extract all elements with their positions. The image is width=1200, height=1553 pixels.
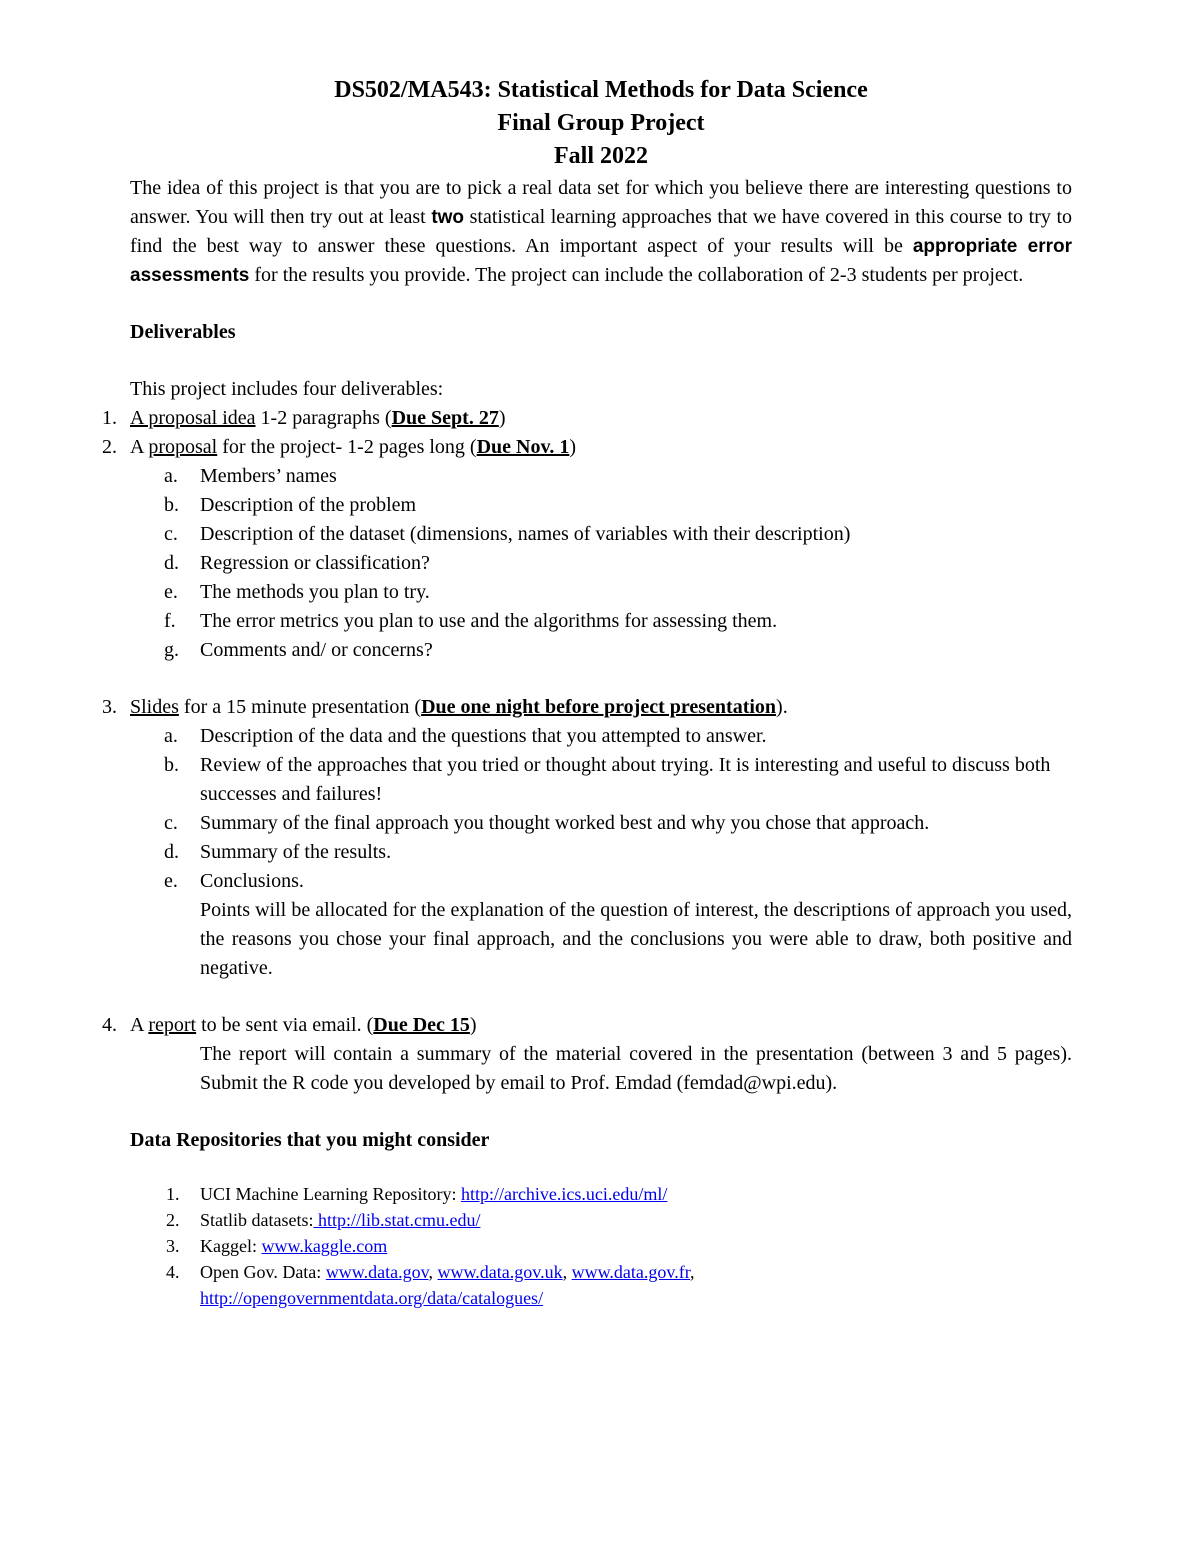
sub-text: Description of the data and the questions that you attempted to answer.	[200, 725, 767, 747]
course-title: DS502/MA543: Statistical Methods for Data Science	[334, 77, 868, 103]
report-link: report	[148, 1014, 197, 1036]
item-close: )	[498, 407, 506, 429]
sub-letter: b.	[164, 494, 179, 516]
sub-text: Review of the approaches that you tried or thought about trying. It is interesting and useful to discuss both successes and failures!	[200, 754, 1051, 805]
list-item	[164, 838, 1072, 867]
data-gov-fr-link[interactable]: www.data.gov.fr	[571, 1262, 690, 1282]
item-text: to be sent via email. (	[196, 1014, 374, 1036]
due-date: Due one night before project presentation	[421, 696, 777, 718]
sub-letter: g.	[164, 639, 179, 661]
sub-text: The error metrics you plan to use and the algorithms for assessing them.	[200, 610, 778, 632]
list-item	[164, 867, 1072, 896]
item-close: ).	[776, 696, 788, 718]
list-number: 3.	[166, 1236, 180, 1256]
sub-letter: f.	[164, 610, 176, 632]
sub-letter: d.	[164, 552, 179, 574]
list-item	[164, 751, 1072, 809]
repo-label: Open Gov. Data:	[200, 1262, 326, 1282]
sub-text: Comments and/ or concerns?	[200, 639, 433, 661]
deliverable-item-1	[102, 404, 1072, 433]
list-number: 3.	[102, 696, 117, 718]
repo-label: Kaggel:	[200, 1236, 262, 1256]
proposal-link: proposal	[148, 436, 218, 458]
sub-text: Conclusions.	[200, 870, 304, 892]
deliverable-item-3	[102, 693, 1072, 722]
list-number: 4.	[102, 1014, 117, 1036]
intro-text-3: for the results you provide. The project can include the collaboration of 2-3 students per project.	[249, 264, 1024, 286]
list-number: 1.	[166, 1184, 180, 1204]
deliverables-heading: Deliverables	[130, 321, 236, 343]
list-item	[164, 722, 1072, 751]
sub-text: Summary of the final approach you thought worked best and why you chose that approach.	[200, 812, 930, 834]
list-item	[166, 1233, 1072, 1259]
deliverable-item-2	[102, 433, 1072, 462]
term-title: Fall 2022	[554, 143, 648, 169]
sub-letter: a.	[164, 725, 178, 747]
sub-text: Summary of the results.	[200, 841, 392, 863]
sub-letter: e.	[164, 870, 178, 892]
list-number: 4.	[166, 1262, 180, 1282]
due-date: Due Nov. 1	[476, 436, 570, 458]
list-item	[164, 636, 1072, 665]
data-gov-uk-link[interactable]: www.data.gov.uk	[437, 1262, 563, 1282]
due-date: Due Sept. 27	[391, 407, 499, 429]
intro-bold-two: two	[431, 207, 465, 228]
intro-text-1: The idea of this project is that you are to pick a real data set for which you believe there are interesting questions to answer. You will then try out at least	[130, 177, 1072, 228]
sub-letter: e.	[164, 581, 178, 603]
due-date: Due Dec 15	[373, 1014, 470, 1036]
item-close: )	[569, 436, 577, 458]
list-item	[164, 809, 1072, 838]
slides-sublist	[164, 722, 1072, 983]
list-item	[164, 549, 1072, 578]
sub-letter: a.	[164, 465, 178, 487]
sub-letter: d.	[164, 841, 179, 863]
sub-text: The methods you plan to try.	[200, 581, 430, 603]
report-detail: The report will contain a summary of the material covered in the presentation (between 3 and 5 pages). Submit the R code you developed by email to Prof. Emdad (femdad@wpi.edu).	[200, 1043, 1072, 1094]
sub-letter: b.	[164, 754, 179, 776]
item-text: for the project- 1-2 pages long (	[217, 436, 477, 458]
title-block	[130, 74, 1072, 173]
proposal-idea-link: A proposal idea	[130, 407, 256, 429]
item-pre: A	[130, 1014, 149, 1036]
open-gov-data-link[interactable]: http://opengovernmentdata.org/data/catalogues/	[200, 1288, 544, 1308]
sub-text: Regression or classification?	[200, 552, 430, 574]
list-item	[166, 1207, 1072, 1233]
deliverables-lead: This project includes four deliverables:	[130, 378, 444, 400]
item-pre: A	[130, 436, 149, 458]
list-item	[164, 578, 1072, 607]
list-item	[164, 607, 1072, 636]
separator: ,	[428, 1262, 438, 1282]
item-close: )	[469, 1014, 477, 1036]
uci-link[interactable]: http://archive.ics.uci.edu/ml/	[460, 1184, 668, 1204]
repositories-list	[130, 1181, 1072, 1311]
sub-text: Description of the dataset (dimensions, names of variables with their description)	[200, 523, 851, 545]
repo-label: UCI Machine Learning Repository:	[200, 1184, 461, 1204]
list-item	[166, 1259, 1072, 1311]
list-item	[166, 1181, 1072, 1207]
separator: ,	[562, 1262, 572, 1282]
intro-bold-error: appropriate error assessments	[130, 236, 1072, 286]
list-item	[164, 462, 1072, 491]
statlib-link[interactable]: http://lib.stat.cmu.edu/	[313, 1210, 481, 1230]
repositories-heading: Data Repositories that you might consider	[130, 1129, 490, 1151]
sub-text: Members’ names	[200, 465, 337, 487]
list-number: 2.	[102, 436, 117, 458]
intro-paragraph	[130, 174, 1072, 290]
proposal-sublist	[164, 462, 1072, 665]
points-paragraph: Points will be allocated for the explanation of the question of interest, the descriptions of approach you used, the reasons you chose your final approach, and the conclusions you were able to draw, both positive and negative.	[200, 899, 1072, 979]
intro-text-2: statistical learning approaches that we have covered in this course to try to find the best way to answer these questions. An important aspect of your results will be	[130, 206, 1073, 257]
project-title: Final Group Project	[497, 110, 705, 136]
list-item	[164, 491, 1072, 520]
item-text: 1-2 paragraphs (	[255, 407, 392, 429]
list-number: 1.	[102, 407, 117, 429]
document-page	[102, 74, 1073, 1311]
item-text: for a 15 minute presentation (	[178, 696, 422, 718]
repo-label: Statlib datasets:	[200, 1210, 314, 1230]
sub-letter: c.	[164, 523, 178, 545]
separator: ,	[690, 1262, 695, 1282]
kaggle-link[interactable]: www.kaggle.com	[261, 1236, 388, 1256]
list-item	[164, 520, 1072, 549]
sub-letter: c.	[164, 812, 178, 834]
list-number: 2.	[166, 1210, 180, 1230]
sub-text: Description of the problem	[200, 494, 417, 516]
slides-link: Slides	[130, 696, 179, 718]
data-gov-link[interactable]: www.data.gov	[325, 1262, 429, 1282]
deliverable-item-4	[102, 1011, 1072, 1040]
